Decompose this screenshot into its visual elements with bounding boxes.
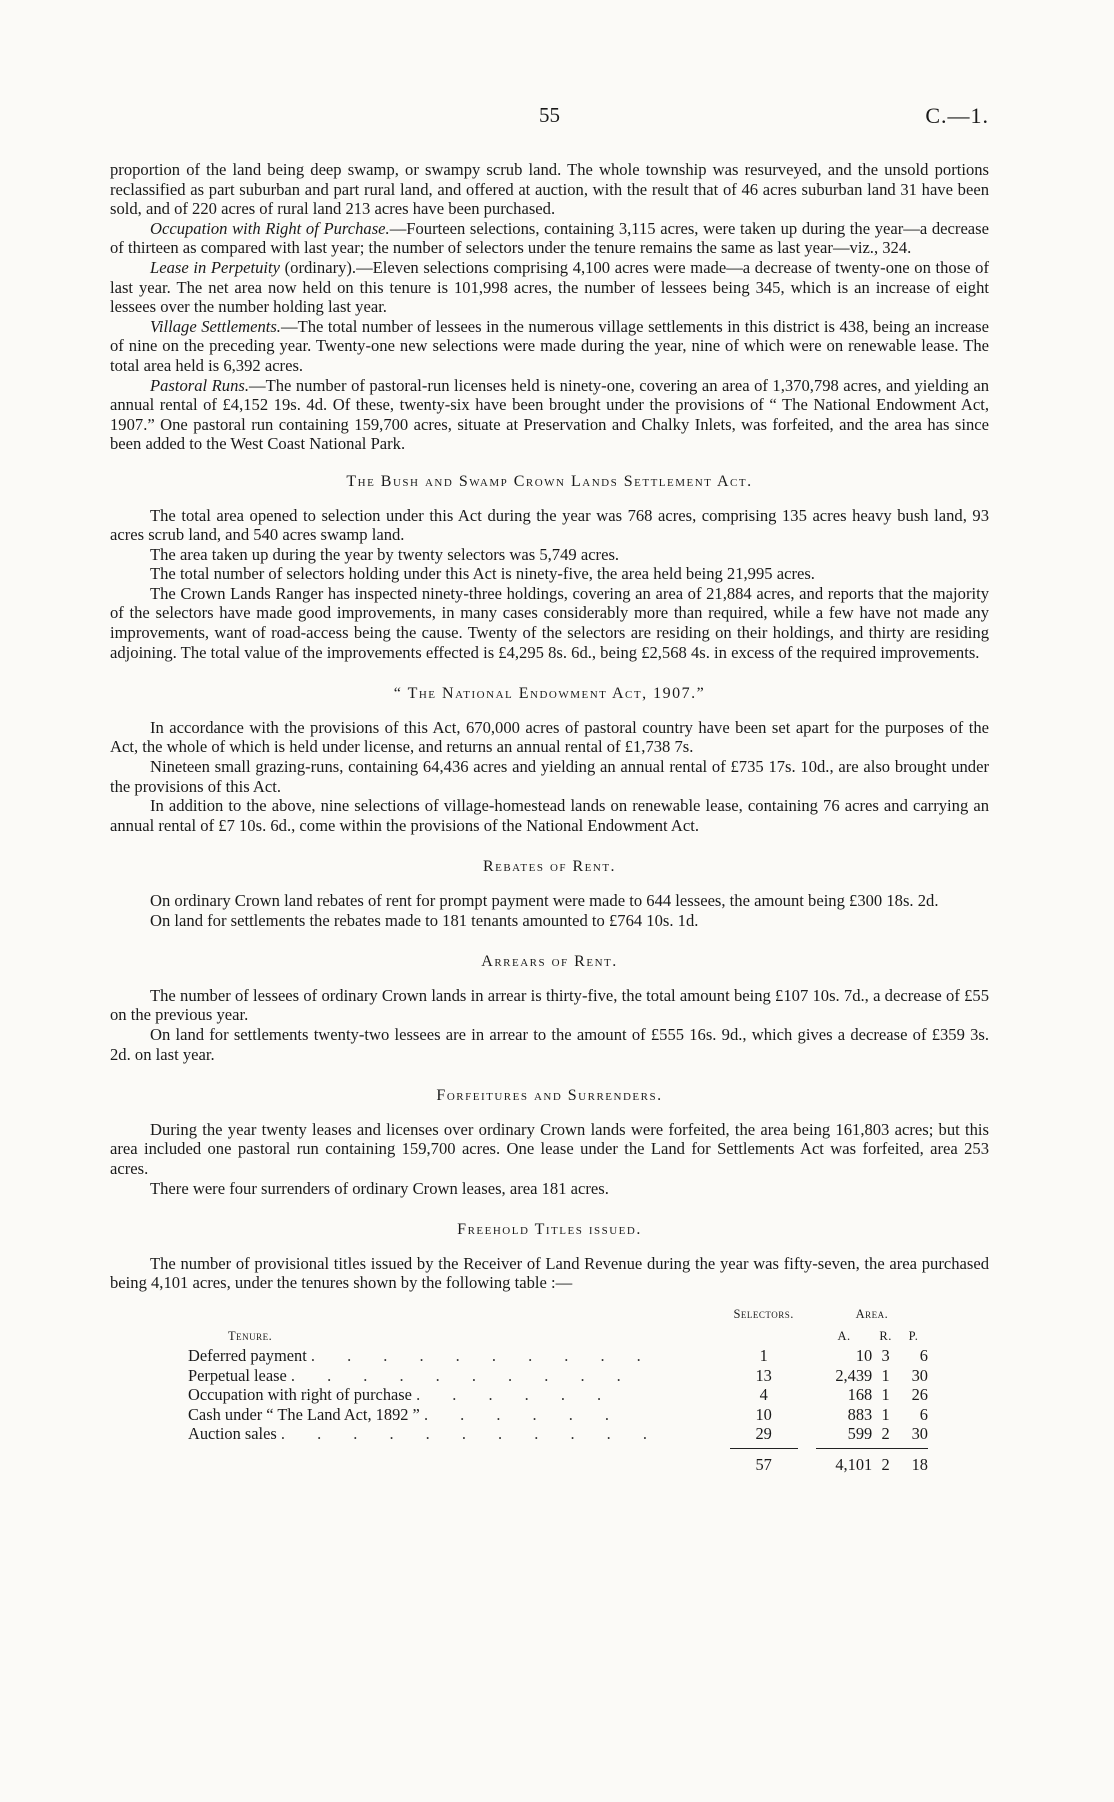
section-title: Rebates of Rent. <box>482 858 617 876</box>
paragraph-village-settlements <box>110 317 989 376</box>
total-selectors: 57 <box>755 1455 772 1475</box>
leader-dots: . . . . . . . . . . <box>290 1365 635 1385</box>
header-selectors: Selectors. <box>733 1306 794 1321</box>
paragraph: During the year twenty leases and licenses over ordinary Crown lands were forfeited, the area being 161,803 acres; but this area included one pastoral run containing 159,700 acres. One lease under the Land for Settlements Act was forfeited, area 253 acres. <box>110 1119 989 1178</box>
roods-value: 2 <box>881 1424 890 1444</box>
roods-value: 3 <box>881 1346 890 1366</box>
paragraph: The Crown Lands Ranger has inspected ninety-three holdings, covering an area of 21,884 acres, and reports that the majority of the selectors have made good improvements, in many cases considerably more than required, while a few have not made any improvements, want of road-access being the cause. Twenty of the selectors are residing on their holdings, and thirty are residing adjoining. The total value of the improvements effected is £4,295 8s. 6d., being £2,568 4s. in excess of the required improvements. <box>110 583 989 662</box>
header-acres: A. <box>837 1328 851 1343</box>
paragraph-text: (ordinary).—Eleven selections comprising 4,100 acres were made—a decrease of twenty-one on those of last year. The net area now held on this tenure is 101,998 acres, the number of lessees being 345, which is an increase of eight lessees over the number holding last year. <box>110 257 990 317</box>
acres-value: 10 <box>855 1346 873 1366</box>
paragraph: The area taken up during the year by twenty selectors was 5,749 acres. <box>150 544 620 564</box>
document-code: C.—1. <box>925 103 989 128</box>
tenure-name: Perpetual lease <box>188 1365 287 1385</box>
section-title: “ The National Endowment Act, 1907.” <box>393 685 706 703</box>
leader-dots: . . . . . . <box>416 1385 616 1405</box>
total-perches: 18 <box>911 1455 928 1475</box>
selectors-value: 29 <box>755 1424 772 1444</box>
acres-value: 599 <box>847 1424 873 1444</box>
selectors-value: 1 <box>759 1346 768 1366</box>
header-tenure: Tenure. <box>228 1328 273 1343</box>
paragraph-text: —The total number of lessees in the numerous village settlements in this district is 438, being an increase of nine on the preceding year. Twenty-one new selections were made during the year, nine of which were on renewable lease. The total area held is 6,392 acres. <box>110 316 990 375</box>
header-area: Area. <box>855 1306 889 1321</box>
section-title: Forfeitures and Surrenders. <box>436 1087 663 1105</box>
total-roods: 2 <box>881 1455 890 1475</box>
table-total-row <box>188 1449 928 1475</box>
tenure-name: Cash under “ The Land Act, 1892 ” <box>188 1404 420 1424</box>
table-row <box>188 1385 928 1405</box>
table-row <box>188 1405 928 1425</box>
run-in-heading: Lease in Perpetuity <box>150 257 281 277</box>
paragraph-pastoral-runs <box>110 376 989 454</box>
selectors-value: 13 <box>755 1365 772 1385</box>
tenure-name: Occupation with right of purchase <box>188 1385 412 1405</box>
section-title: Arrears of Rent. <box>481 953 618 971</box>
paragraph: proportion of the land being deep swamp, or swampy scrub land. The whole township was resurveyed, and the unsold portions reclassified as part suburban and part rural land, and offered at auction, with the result that of 46 acres suburban land 31 have been sold, and of 220 acres of rural land 213 acres have been purchased. <box>110 160 989 219</box>
paragraph: The number of provisional titles issued by the Receiver of Land Revenue during the year was fifty-seven, the area purchased being 4,101 acres, under the tenures shown by the following table :— <box>110 1253 989 1293</box>
perches-value: 6 <box>919 1404 928 1424</box>
acres-value: 168 <box>847 1385 873 1405</box>
leader-dots: . . . . . . . . . . <box>310 1346 655 1366</box>
paragraph: Nineteen small grazing-runs, containing 64,436 acres and yielding an annual rental of £735 17s. 10d., are also brought under the provisions of this Act. <box>110 757 989 796</box>
run-in-heading: Village Settlements. <box>150 316 281 336</box>
document-body <box>110 160 989 1475</box>
acres-value: 883 <box>847 1404 873 1424</box>
tenure-name: Auction sales <box>188 1424 277 1444</box>
paragraph: On land for settlements the rebates made to 181 tenants amounted to £764 10s. 1d. <box>150 910 699 930</box>
tenure-name: Deferred payment <box>188 1346 307 1366</box>
header-perches: P. <box>908 1328 919 1343</box>
header-roods: R. <box>879 1328 892 1343</box>
roods-value: 1 <box>881 1365 890 1385</box>
section-title: Freehold Titles issued. <box>457 1221 642 1239</box>
table-header-row <box>188 1303 928 1325</box>
paragraph: In accordance with the provisions of this Act, 670,000 acres of pastoral country have been set apart for the purposes of the Act, the whole of which is held under license, and returns an annual rental of £1,738 7s. <box>110 717 989 757</box>
paragraph-text: —The number of pastoral-run licenses held is ninety-one, covering an area of 1,370,798 acres, and yielding an annual rental of £4,152 19s. 4d. Of these, twenty-six have been brought under the provisions of “ The National Endowment Act, 1907.” One pastoral run containing 159,700 acres, situate at Preservation and Chalky Inlets, was forfeited, and the area has since been added to the West Coast National Park. <box>110 375 989 454</box>
roods-value: 1 <box>881 1404 890 1424</box>
leader-dots: . . . . . . . . . . . <box>280 1424 661 1444</box>
paragraph: In addition to the above, nine selections of village-homestead lands on renewable lease, containing 76 acres and carrying an annual rental of £7 10s. 6d., come within the provisions of the National Endowment Act. <box>110 796 989 835</box>
paragraph: There were four surrenders of ordinary Crown leases, area 181 acres. <box>150 1178 609 1198</box>
table-row <box>188 1346 928 1366</box>
perches-value: 30 <box>911 1365 928 1385</box>
run-in-heading: Pastoral Runs. <box>150 375 249 395</box>
page-number: 55 <box>539 103 560 127</box>
tenure-table <box>188 1303 928 1475</box>
paragraph: On land for settlements twenty-two lessees are in arrear to the amount of £555 16s. 9d., which gives a decrease of £359 3s. 2d. on last year. <box>110 1024 989 1064</box>
paragraph: The total area opened to selection under this Act during the year was 768 acres, comprising 135 acres heavy bush land, 93 acres scrub land, and 540 acres swamp land. <box>110 505 989 545</box>
selectors-value: 10 <box>755 1404 772 1424</box>
paragraph: The number of lessees of ordinary Crown lands in arrear is thirty-five, the total amount being £107 10s. 7d., a decrease of £55 on the previous year. <box>110 985 989 1025</box>
table-row <box>188 1424 928 1444</box>
section-title: The Bush and Swamp Crown Lands Settlement Act. <box>346 472 753 490</box>
leader-dots: . . . . . . <box>423 1404 624 1424</box>
paragraph-text: —Fourteen selections, containing 3,115 acres, were taken up during the year—a decrease of thirteen as compared with last year; the number of selectors under the tenure remains the same as last year—viz., 324. <box>110 218 989 258</box>
paragraph: On ordinary Crown land rebates of rent for prompt payment were made to 644 lessees, the amount being £300 18s. 2d. <box>150 891 939 910</box>
table-row <box>188 1366 928 1386</box>
paragraph-lease-perpetuity <box>110 258 989 317</box>
roods-value: 1 <box>881 1385 890 1405</box>
perches-value: 30 <box>911 1424 928 1444</box>
acres-value: 2,439 <box>835 1365 873 1385</box>
paragraph-occupation <box>110 219 989 258</box>
paragraph: The total number of selectors holding under this Act is ninety-five, the area held being 21,995 acres. <box>150 564 815 584</box>
perches-value: 6 <box>919 1346 928 1366</box>
page-header <box>110 103 989 133</box>
selectors-value: 4 <box>759 1385 768 1405</box>
perches-value: 26 <box>911 1385 928 1405</box>
total-acres: 4,101 <box>835 1455 873 1475</box>
run-in-heading: Occupation with Right of Purchase. <box>150 218 390 238</box>
